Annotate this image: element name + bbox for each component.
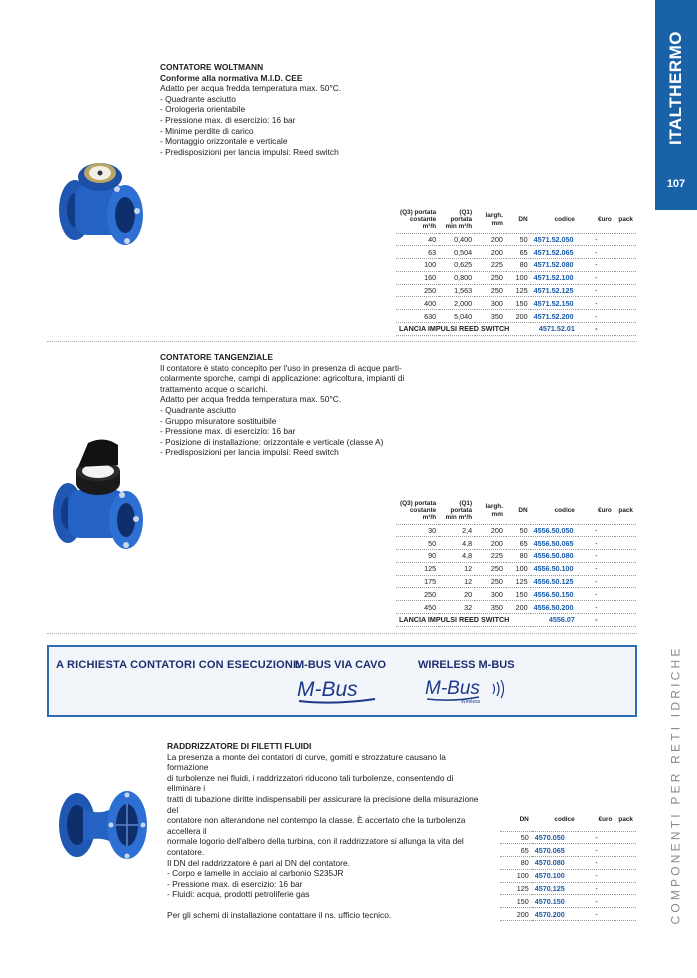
cell-dn: 50 (506, 524, 531, 537)
description-line: - Pressione max. di esercizio: 16 bar (160, 114, 296, 125)
cell-pack (615, 908, 636, 921)
woltmann-table (396, 207, 636, 336)
cell-pack (615, 588, 636, 601)
woltmann-lines (160, 83, 460, 157)
cell-code: 4571.52.150 (531, 297, 578, 310)
accessory-euro: - (578, 614, 615, 627)
cell-q3: 175 (396, 575, 439, 588)
wireless-mbus-logo (423, 674, 523, 706)
col-euro: €uro (597, 216, 612, 224)
cell-dn: 65 (506, 246, 531, 259)
accessory-row (396, 323, 636, 336)
cell-pack (615, 882, 636, 895)
table-row (396, 575, 636, 588)
cell-width: 250 (475, 575, 506, 588)
table-row (396, 601, 636, 614)
col-pack: pack (618, 507, 633, 515)
section-divider (47, 633, 637, 634)
cell-code: 4556.50.065 (531, 537, 578, 550)
cell-euro: - (578, 259, 615, 272)
cell-euro: - (578, 588, 615, 601)
svg-text:Wireless: Wireless (461, 699, 481, 705)
cell-dn: 80 (500, 857, 532, 870)
cell-dn: 200 (506, 601, 531, 614)
cell-euro: - (578, 537, 615, 550)
description-line: colarmente sporche, campi di applicazione: agricoltura, impianti di (160, 373, 405, 384)
cell-q1: 32 (439, 601, 475, 614)
cell-euro: - (578, 869, 616, 882)
description-line: - Posizione di installazione: orizzontale e verticale (classe A) (160, 436, 384, 447)
tangenziale-description (160, 352, 460, 458)
brand-name: ITALTHERMO (666, 30, 685, 145)
cell-dn: 200 (506, 310, 531, 323)
cell-euro: - (578, 310, 615, 323)
cell-code: 4571.52.125 (531, 284, 578, 297)
table-row (396, 524, 636, 537)
woltmann-description (160, 62, 460, 157)
col-dn: DN (518, 216, 528, 224)
cell-dn: 80 (506, 259, 531, 272)
col-q1: (Q1) portata min m³/h (445, 208, 473, 231)
cell-width: 225 (475, 259, 506, 272)
cell-code: 4556.50.050 (531, 524, 578, 537)
col-q3: (Q3) portata costante m³/h (399, 208, 437, 231)
cell-pack (615, 857, 636, 870)
cell-code: 4570.050 (532, 831, 578, 844)
cell-dn: 100 (506, 271, 531, 284)
accessory-pack (615, 323, 636, 336)
cell-dn: 80 (506, 550, 531, 563)
cell-q1: 5,040 (439, 310, 475, 323)
cell-width: 250 (475, 271, 506, 284)
cell-pack (615, 310, 636, 323)
description-line: trattamento acque o scarichi. (160, 383, 268, 394)
cell-dn: 200 (500, 908, 532, 921)
woltmann-title: CONTATORE WOLTMANN (160, 62, 264, 72)
accessory-euro: - (578, 323, 615, 336)
description-line: di turbolenze nei fluidi, i raddrizzatori riducono tali turbolenze, consentendo di eliminare i (167, 772, 454, 794)
cell-pack (615, 601, 636, 614)
description-line: - Quadrante asciutto (160, 93, 236, 104)
cell-pack (615, 895, 636, 908)
cell-q3: 250 (396, 588, 439, 601)
tangenziale-title: CONTATORE TANGENZIALE (160, 352, 273, 362)
cell-width: 350 (475, 601, 506, 614)
table-row (500, 857, 636, 870)
col-pack: pack (618, 216, 633, 224)
cell-pack (615, 869, 636, 882)
accessory-label: LANCIA IMPULSI REED SWITCH (396, 614, 531, 627)
cell-q1: 12 (439, 562, 475, 575)
cell-code: 4556.50.125 (531, 575, 578, 588)
description-line: Adatto per acqua fredda temperatura max. 50°C. (160, 394, 342, 405)
raddrizzatore-description (167, 741, 487, 921)
cell-pack (615, 562, 636, 575)
cell-code: 4570.065 (532, 844, 578, 857)
col-pack: pack (618, 816, 633, 824)
cell-pack (615, 575, 636, 588)
cell-euro: - (578, 297, 615, 310)
cell-q1: 0,800 (439, 271, 475, 284)
col-euro: €uro (598, 816, 613, 824)
woltmann-meter-image (55, 155, 147, 250)
cell-dn: 50 (500, 831, 532, 844)
cell-width: 300 (475, 588, 506, 601)
cell-euro: - (578, 601, 615, 614)
tangenziale-table (396, 498, 636, 627)
cell-q1: 2,4 (439, 524, 475, 537)
cell-dn: 100 (500, 869, 532, 882)
description-line: - Montaggio orizzontale e verticale (160, 136, 288, 147)
col-code: codice (554, 816, 575, 824)
option-wireless-mbus: WIRELESS M-BUS (418, 659, 515, 671)
description-line: Adatto per acqua fredda temperatura max. 50°C. (160, 83, 342, 94)
description-line: - Fluidi: acqua, prodotti petroliferie gas (167, 889, 310, 900)
cell-q1: 20 (439, 588, 475, 601)
accessory-code: 4571.52.01 (531, 323, 578, 336)
cell-q1: 0,504 (439, 246, 475, 259)
cell-dn: 50 (506, 233, 531, 246)
description-line: Il contatore è stato concepito per l'uso in presenza di acque parti- (160, 362, 402, 373)
cell-width: 250 (475, 284, 506, 297)
cell-code: 4571.52.200 (531, 310, 578, 323)
cell-q3: 30 (396, 524, 439, 537)
description-line: - Predisposizioni per lancia impulsi: Reed switch (160, 146, 339, 157)
cell-pack (615, 246, 636, 259)
mbus-banner (47, 645, 637, 717)
table-row (396, 259, 636, 272)
cell-code: 4570.080 (532, 857, 578, 870)
cell-width: 200 (475, 537, 506, 550)
option-mbus-cable: M-BUS VIA CAVO (295, 659, 387, 671)
col-q3: (Q3) portata costante m³/h (399, 499, 437, 522)
cell-width: 250 (475, 562, 506, 575)
cell-pack (615, 831, 636, 844)
cell-code: 4570.150 (532, 895, 578, 908)
cell-q1: 0,400 (439, 233, 475, 246)
cell-width: 300 (475, 297, 506, 310)
cell-q3: 450 (396, 601, 439, 614)
table-row (500, 869, 636, 882)
table-row (396, 310, 636, 323)
cell-q1: 4,8 (439, 537, 475, 550)
cell-q3: 100 (396, 259, 439, 272)
cell-euro: - (578, 882, 616, 895)
accessory-pack (615, 614, 636, 627)
cell-code: 4571.52.080 (531, 259, 578, 272)
table-row (396, 233, 636, 246)
col-width: largh. mm (485, 503, 503, 518)
banner-title: A RICHIESTA CONTATORI CON ESECUZIONI: (56, 659, 301, 671)
table-row (396, 271, 636, 284)
cell-pack (615, 271, 636, 284)
cell-q3: 400 (396, 297, 439, 310)
cell-q3: 50 (396, 537, 439, 550)
cell-dn: 65 (500, 844, 532, 857)
cell-euro: - (578, 908, 616, 921)
raddrizzatore-title: RADDRIZZATORE DI FILETTI FLUIDI (167, 741, 312, 751)
cell-q1: 12 (439, 575, 475, 588)
category-text: COMPONENTI PER RETI IDRICHE (669, 645, 683, 925)
cell-euro: - (578, 550, 615, 563)
cell-q1: 0,625 (439, 259, 475, 272)
col-code: codice (554, 507, 575, 515)
col-q1: (Q1) portata min m³/h (445, 499, 473, 522)
tangenziale-lines (160, 363, 460, 458)
col-code: codice (554, 216, 575, 224)
mbus-logo (295, 674, 385, 706)
table-row (500, 908, 636, 921)
table-row (500, 844, 636, 857)
raddrizzatore-table (500, 809, 636, 921)
cell-euro: - (578, 895, 616, 908)
cell-q3: 40 (396, 233, 439, 246)
cell-code: 4556.50.080 (531, 550, 578, 563)
cell-euro: - (578, 284, 615, 297)
cell-code: 4556.50.100 (531, 562, 578, 575)
cell-euro: - (578, 857, 616, 870)
cell-code: 4556.50.200 (531, 601, 578, 614)
description-line: - Minime perdite di carico (160, 125, 254, 136)
cell-dn: 150 (506, 297, 531, 310)
cell-euro: - (578, 575, 615, 588)
cell-width: 225 (475, 550, 506, 563)
cell-euro: - (578, 562, 615, 575)
woltmann-subtitle: Conforme alla normativa M.I.D. CEE (160, 72, 303, 83)
cell-q1: 1,563 (439, 284, 475, 297)
col-dn: DN (519, 816, 529, 824)
cell-dn: 125 (500, 882, 532, 895)
svg-text:M-Bus: M-Bus (297, 678, 358, 701)
cell-q1: 4,8 (439, 550, 475, 563)
cell-dn: 125 (506, 575, 531, 588)
cell-euro: - (578, 844, 616, 857)
table-row (396, 284, 636, 297)
cell-width: 200 (475, 233, 506, 246)
description-line: - Gruppo misuratore sostituibile (160, 415, 277, 426)
cell-width: 350 (475, 310, 506, 323)
table-row (396, 297, 636, 310)
cell-euro: - (578, 524, 615, 537)
cell-code: 4556.50.150 (531, 588, 578, 601)
cell-code: 4570.100 (532, 869, 578, 882)
cell-dn: 65 (506, 537, 531, 550)
cell-code: 4571.52.050 (531, 233, 578, 246)
accessory-label: LANCIA IMPULSI REED SWITCH (396, 323, 531, 336)
section-divider (47, 341, 637, 342)
cell-q1: 2,000 (439, 297, 475, 310)
cell-pack (615, 233, 636, 246)
cell-q3: 125 (396, 562, 439, 575)
cell-euro: - (578, 246, 615, 259)
description-line: - Quadrante asciutto (160, 404, 236, 415)
cell-q3: 63 (396, 246, 439, 259)
cell-dn: 150 (506, 588, 531, 601)
raddrizzatore-image (55, 770, 153, 870)
cell-code: 4571.52.065 (531, 246, 578, 259)
raddrizzatore-lines (167, 752, 487, 900)
cell-q3: 160 (396, 271, 439, 284)
table-row (396, 246, 636, 259)
cell-pack (615, 524, 636, 537)
table-row (500, 895, 636, 908)
description-line: Il DN del raddrizzatore è pari al DN del contatore. (167, 857, 350, 868)
table-row (396, 588, 636, 601)
cell-width: 200 (475, 246, 506, 259)
description-line: - Predisposizioni per lancia impulsi: Reed switch (160, 447, 339, 458)
description-line: contatore non alterandone nel contempo la classe. È accertato che la turbolenza accellera il (167, 815, 466, 836)
cell-dn: 125 (506, 284, 531, 297)
cell-code: 4570.200 (532, 908, 578, 921)
cell-code: 4570.125 (532, 882, 578, 895)
cell-pack (615, 297, 636, 310)
cell-pack (615, 550, 636, 563)
cell-width: 200 (475, 524, 506, 537)
accessory-code: 4556.07 (531, 614, 578, 627)
cell-q3: 250 (396, 284, 439, 297)
svg-text:M-Bus: M-Bus (425, 678, 480, 699)
cell-pack (615, 844, 636, 857)
description-line: La presenza a monte dei contatori di curve, gomiti e strozzature causano la formazione (167, 751, 446, 773)
col-euro: €uro (597, 507, 612, 515)
category-label (655, 640, 697, 930)
cell-q3: 630 (396, 310, 439, 323)
table-row (396, 550, 636, 563)
cell-q3: 90 (396, 550, 439, 563)
cell-pack (615, 537, 636, 550)
table-row (500, 882, 636, 895)
description-line: tratti di tubazione diritte indispensabili per assicurare la precisione della misurazione del (167, 793, 479, 815)
cell-euro: - (578, 831, 616, 844)
description-line: - Pressione max. di esercizio: 16 bar (160, 426, 296, 437)
table-row (396, 537, 636, 550)
brand-logo (655, 0, 697, 175)
description-line: - Corpo e lamelle in acciaio al carbonio S235JR (167, 868, 344, 879)
cell-dn: 100 (506, 562, 531, 575)
col-width: largh. mm (485, 212, 503, 227)
raddrizzatore-note: Per gli schemi di installazione contattare il ns. ufficio tecnico. (167, 909, 392, 920)
cell-dn: 150 (500, 895, 532, 908)
table-row (396, 562, 636, 575)
cell-code: 4571.52.100 (531, 271, 578, 284)
description-line: - Orologeria orientabile (160, 104, 246, 115)
accessory-row (396, 614, 636, 627)
cell-pack (615, 259, 636, 272)
tangenziale-meter-image (48, 435, 146, 553)
col-dn: DN (518, 507, 528, 515)
description-line: normale logorio dell'albero della turbina, con il raddrizzatore si allunga la vita del contatore. (167, 836, 464, 857)
description-line: - Pressione max. di esercizio: 16 bar (167, 878, 303, 889)
table-row (500, 831, 636, 844)
cell-euro: - (578, 271, 615, 284)
cell-pack (615, 284, 636, 297)
cell-euro: - (578, 233, 615, 246)
page-number: 107 (666, 178, 686, 190)
